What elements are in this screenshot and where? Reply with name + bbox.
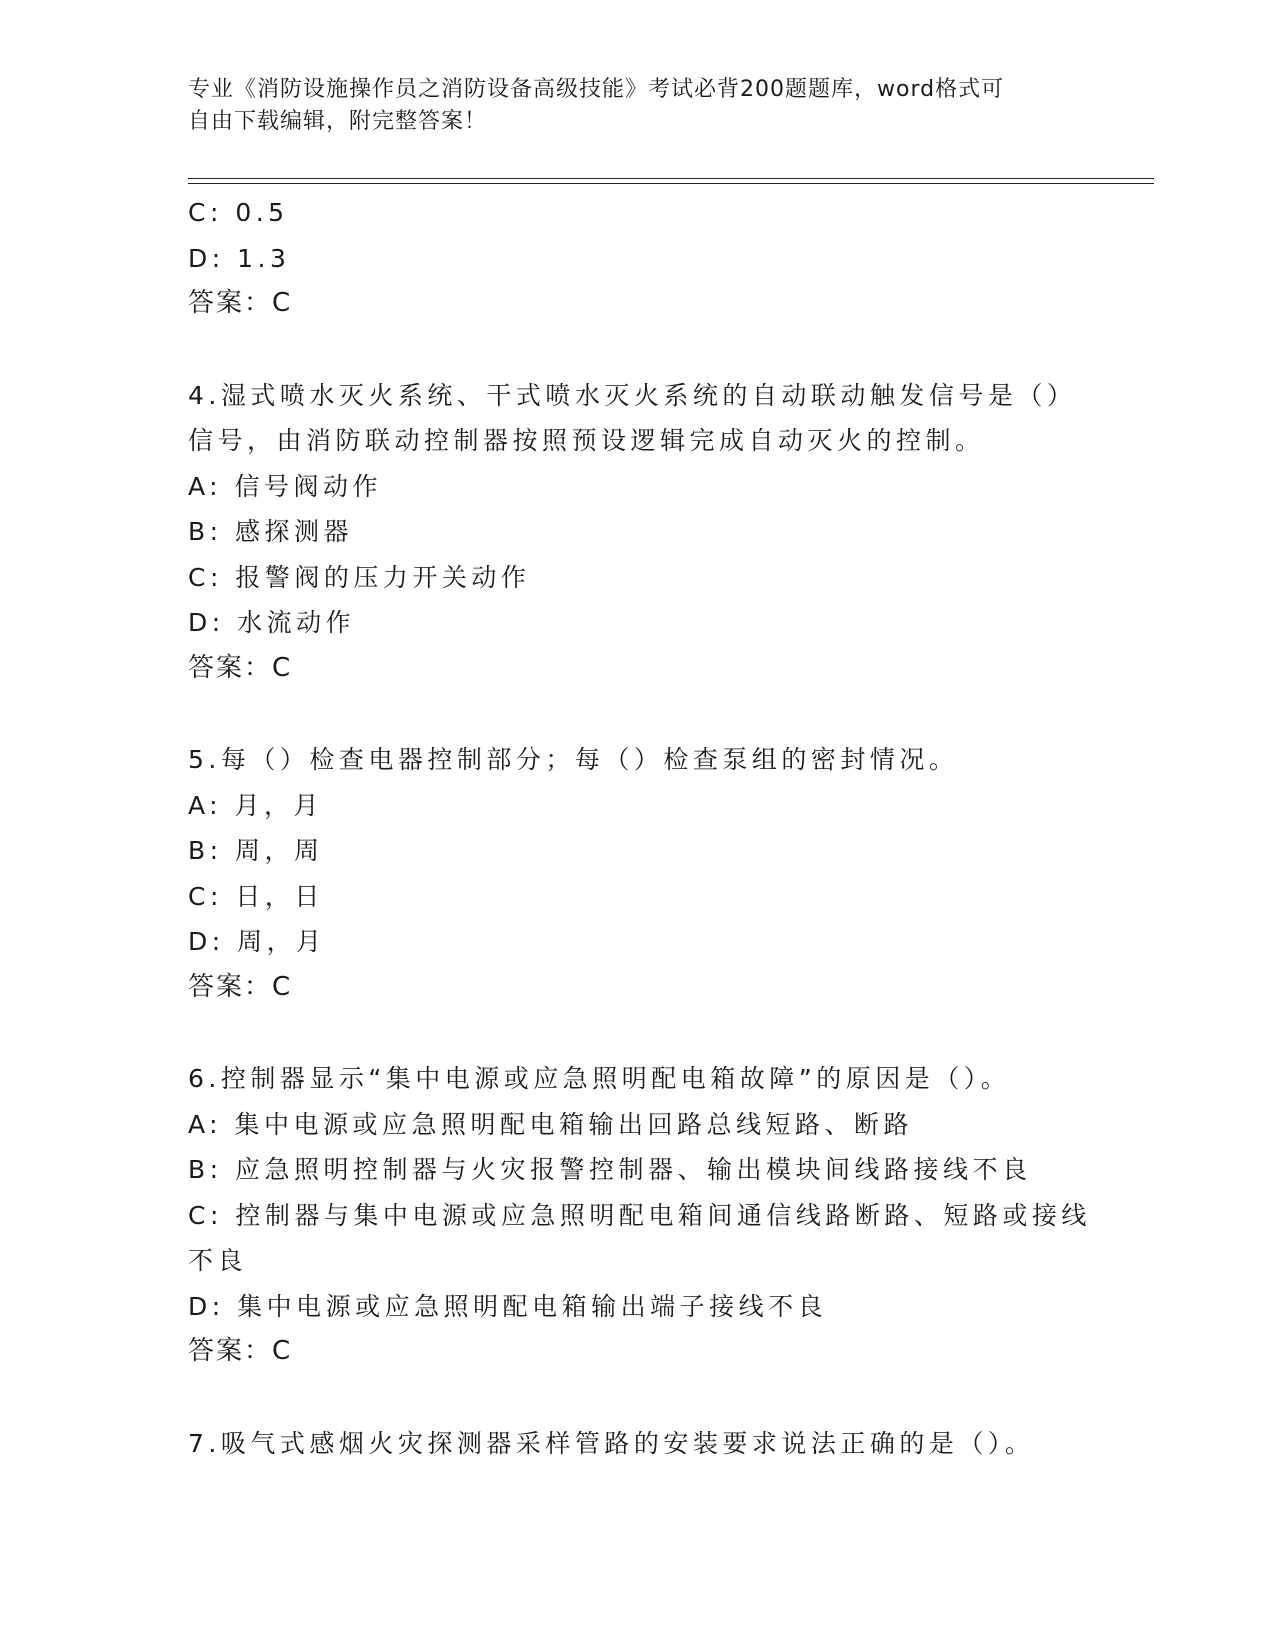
q4-option-b: B: 感探测器 (188, 517, 354, 546)
q6-option-c-line-2: 不良 (188, 1246, 248, 1275)
q7-stem: 7.吸气式感烟火灾探测器采样管路的安装要求说法正确的是（）。 (188, 1428, 1035, 1458)
q6-option-d: D: 集中电源或应急照明配电箱输出端子接线不良 (188, 1291, 828, 1321)
header-divider-bottom (188, 183, 1154, 184)
q5-answer: 答案：C (188, 971, 293, 1002)
document-body (188, 190, 1091, 1466)
spacer (188, 327, 1088, 373)
q4-answer: 答案：C (188, 652, 293, 683)
q3-answer: 答案：C (188, 288, 293, 318)
q6-option-b: B: 应急照明控制器与火灾报警控制器、输出模块间线路接线不良 (188, 1155, 1032, 1184)
q4-option-c: C: 报警阀的压力开关动作 (188, 562, 531, 592)
spacer (188, 1375, 1088, 1421)
q4-stem-line-1: 4.湿式喷水灭火系统、干式喷水灭火系统的自动联动触发信号是（） (188, 380, 1077, 410)
q5-option-a: A: 月，月 (188, 790, 324, 820)
q6-option-c-line-1: C: 控制器与集中电源或应急照明配电箱间通信线路断路、短路或接线 (188, 1200, 1091, 1230)
q5-option-b: B: 周，周 (188, 836, 324, 865)
q5-option-c: C: 日，日 (188, 881, 324, 911)
q5-stem: 5.每（）检查电器控制部分；每（）检查泵组的密封情况。 (188, 745, 959, 774)
header-divider-top (188, 178, 1154, 179)
q3-option-d: D: 1.3 (188, 243, 291, 273)
q6-answer: 答案：C (188, 1336, 293, 1366)
header-line-1: 专业《消防设施操作员之消防设备高级技能》考试必背200题题库，word格式可 (188, 77, 1005, 102)
spacer (188, 691, 1088, 737)
q4-stem-line-2: 信号，由消防联动控制器按照预设逻辑完成自动灭火的控制。 (188, 426, 985, 455)
header-line-2: 自由下载编辑，附完整答案！ (188, 109, 488, 134)
q4-option-d: D: 水流动作 (188, 608, 356, 637)
q3-option-c: C: 0.5 (188, 198, 289, 227)
spacer (188, 1010, 1088, 1056)
q4-option-a: A: 信号阀动作 (188, 471, 383, 501)
document-header (188, 74, 1088, 138)
q6-stem: 6.控制器显示“集中电源或应急照明配电箱故障”的原因是（）。 (188, 1064, 1011, 1093)
q6-option-a: A: 集中电源或应急照明配电箱输出回路总线短路、断路 (188, 1109, 914, 1139)
q5-option-d: D: 周，月 (188, 927, 326, 956)
